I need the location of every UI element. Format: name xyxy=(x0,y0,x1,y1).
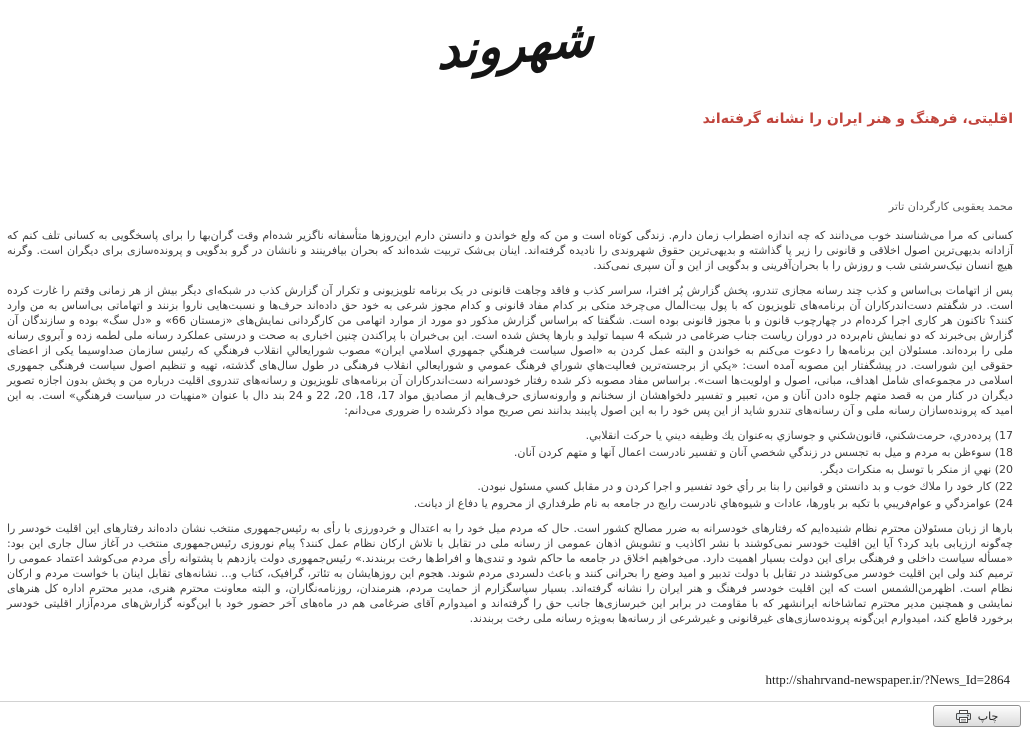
article-body xyxy=(7,228,1013,626)
policy-item-20: 20) نهي از منکر با توسل به منکرات دیگر. xyxy=(819,463,1013,476)
printer-icon xyxy=(956,710,971,723)
article-paragraph: بارها از زبان مسئولان محترم نظام شنیده‌ایم که رفتارهای خودسرانه به ضرر مصالح کشور است. حال که مردم میل خود را به اعتدال و خردورزی با رأی به رئیس‌جمهوری منتخب نشان داده‌اند رفتارهای این اقلیت خودسر را چه‌گونه ارزیابی باید کرد؟ آیا این اقلیت خودسر نمی‌کوشند با نشر اکاذیب و تشویش اذهان عمومی از رسانه ملی در تقابل با تلاش ارکان نظام عمل کنند؟ پیام نوروزی رئیس‌جمهوری منتخب در آغاز سال جاری این بود: «مسأله سیاست داخلی و فرهنگی برای این دولت بسیار اهمیت دارد. می‌خواهیم اخلاق در جامعه ما حاکم شود و تندی‌ها و افراط‌ها رخت بربندند.» رئیس‌جمهوری دولت یازدهم با پشتوانه رأی مردم می‌کوشد اعتماد عمومی را ترمیم کند ولی این اقلیت خودسر می‌کوشند در تقابل با دولت تدبیر و امید وضع را بحرانی کنند و باعث دلسردی مردم شوند. هجوم این روزهایشان به تئاتر، گرافیک، کتاب و... نشانه‌های تقابل اینان با خواست مردم و ارکان نظام است. اظهرمن‌الشمس است که این اقلیت خودسر فرهنگ و هنر ایران را نشانه گرفته‌اند. بسیار سپاسگزارم از حمایت مردم، هنرمندان، روزنامه‌نگاران، و البته معاونت محترم هنری، مدیر محترم اداره کل هنرهای نمایشی و همچنین مدیر محترم تماشاخانه ایرانشهر که با مقاومت در برابر این خبرسازی‌ها جانب حق را گرفته‌اند و امیدوارم آقای ضرغامی هم در ماه‌های آخر حضور خود با این‌گونه گزارش‌های مردم‌آزار اقلیتی خودسر برخورد قاطع کند، امیدوارم این‌گونه پرونده‌سازی‌های غیرقانونی و غیرشرعی از رسانه‌ها به‌ویژه رسانه ملی رخت بربندند. xyxy=(7,522,1013,625)
policy-item-18: 18) سوءظن به مردم و میل به تجسس در زندگي شخصي آنان و تفسیر نادرست اعمال آنها و متهم کردن آنان. xyxy=(513,446,1013,459)
article-url: http://shahrvand-newspaper.ir/?News_Id=2864 xyxy=(765,672,1010,687)
policy-item-17: 17) پرده‌دري، حرمت‌شکني، قانون‌شکني و جوسازي به‌عنوان یك وظیفه دیني یا حرکت انقلابي. xyxy=(585,429,1013,442)
masthead xyxy=(0,0,1030,84)
footer-bar xyxy=(0,701,1030,727)
article-paragraph: کسانی که مرا می‌شناسند خوب می‌دانند که چه اندازه اضطراب زمان دارم. زندگی کوتاه است و من که ولع خواندن و دانستن دارم این‌روزها متأسفانه ناگزیر شده‌ام وقت گران‌بها را برای پاسخگویی به کسانی تلف کنم که آزادانه بدیهی‌ترین اصول اخلاقی و قانونی را زیر پا گذاشته و بدیهی‌ترین حقوق شهروندی را نادیده گرفته‌اند. اینان بی‌شک تربیت شده‌اند که بحران بیافرینند و نانشان در گرو بدگویی و پرونده‌سازی برای دیگران است. وگرنه هیچ انسان نیک‌سرشتی شب و روزش را با بحران‌آفرینی و بدگویی از این و آن سپری نمی‌کند. xyxy=(7,229,1013,272)
print-button[interactable] xyxy=(933,705,1021,727)
article-paragraph: پس از اتهامات بی‌اساس و کذب چند رسانه مجازی تندرو، پخش گزارش پُر افترا، سراسر کذب و فاقد وجاهت قانونی در یک برنامه تلویزیونی و تکرار آن گزارش کذب در شبکه‌ای دیگر بیش از هر زمانی وقتم را غارت کرده است. در شگفتم دست‌اندرکاران آن برنامه‌های تلویزیون که با پول بیت‌المال می‌چرخد متکی بر کدام مفاد قانونی و کدام مجوز شرعی به خود حق داده‌اند حرف‌ها و نسبت‌هایی ناروا بزنند و اتهاماتی بی‌اساس به من وارد کنند؟ تاکنون هر کاری اجرا کرده‌ام در چهارچوب قانون و با مجوز قانونی بوده است. شگفتا که براساس گزارش مذکور دو مورد از موارد اتهامی من کارگردانی نمایش‌های «زمستان 66» و «دل سگ» بوده و سازندگان آن گزارش بی‌خبرند که دو نمایش نام‌برده در دوران ریاست جناب ضرغامی در شبکه 4 سیما تولید و بارها پخش شده است. این بی‌خبران با پراکندن چنین اخباری به صحت و درستی عملکرد رسانه ملی لطمه زده و آبروی رسانه ملی را برده‌اند. مسئولان این برنامه‌ها را دعوت می‌کنم به خواندن و البته عمل کردن به «اصول سیاست فرهنگي جمهوري اسلامي ایران» مصوب شورایعالي انقلاب فرهنگي که رئیس سازمان صداوسیما یکی از اعضای حقوقی این شوراست. در پیشگفتار این مصوبه آمده است: «یکي از برجسته‌ترین فعالیت‌هاي شوراي فرهنگ عمومي و شورایعالي انقلاب فرهنگی در طول سال‌های گذشته، تهیه و تنظیم اصول سیاست فرهنگی جمهوری اسلامی در مجموعه‌ای شامل اهداف، مبانی، اصول و اولویت‌ها است». براساس مفاد مصوبه ذکر شده رفتار خودسرانه دست‌اندرکاران آن برنامه‌های تلویزیون و رسانه‌های تندروی اقلیت درباره من و پخش بدون اجازه تصویر دیگران در کنار من به قصد متهم جلوه دادن آنان و من، تعبیر و تفسیر دلخواهشان از سخنانم و وارونه‌سازی حرف‌هایم از مصادیق مواد 17، 18، 20، 22 و 24 بند دال با عنوان «منهیات در سیاست فرهنگي» است. به این امید که پرونده‌سازان رسانه ملی و آن رسانه‌های تندرو شاید از این پس خود را به این اصول پایبند بدانند نص صریح مواد ذکرشده را ضروری می‌دانم: xyxy=(7,284,1014,417)
byline: محمد یعقوبی کارگردان تاتر xyxy=(888,200,1013,213)
headline: اقلیتی، فرهنگ و هنر ایران را نشانه گرفته‌اند xyxy=(702,111,1013,127)
print-button-label: چاپ xyxy=(977,709,999,723)
policy-item-22: 22) کار خود را ملاك خوب و بد دانستن و قوانین را بنا بر رأي خود تفسیر و اجرا کردن و در مقابل کسي مسئول نبودن. xyxy=(477,480,1013,493)
newspaper-logo: شهروند xyxy=(436,9,594,81)
policy-item-24: 24) عوامزدگي و عوام‌فریبي با تکیه بر باورها، عادات و شیوه‌هاي نادرست رایج در جامعه به نام طرفداري از محروم یا دفاع از دیانت. xyxy=(413,497,1013,510)
